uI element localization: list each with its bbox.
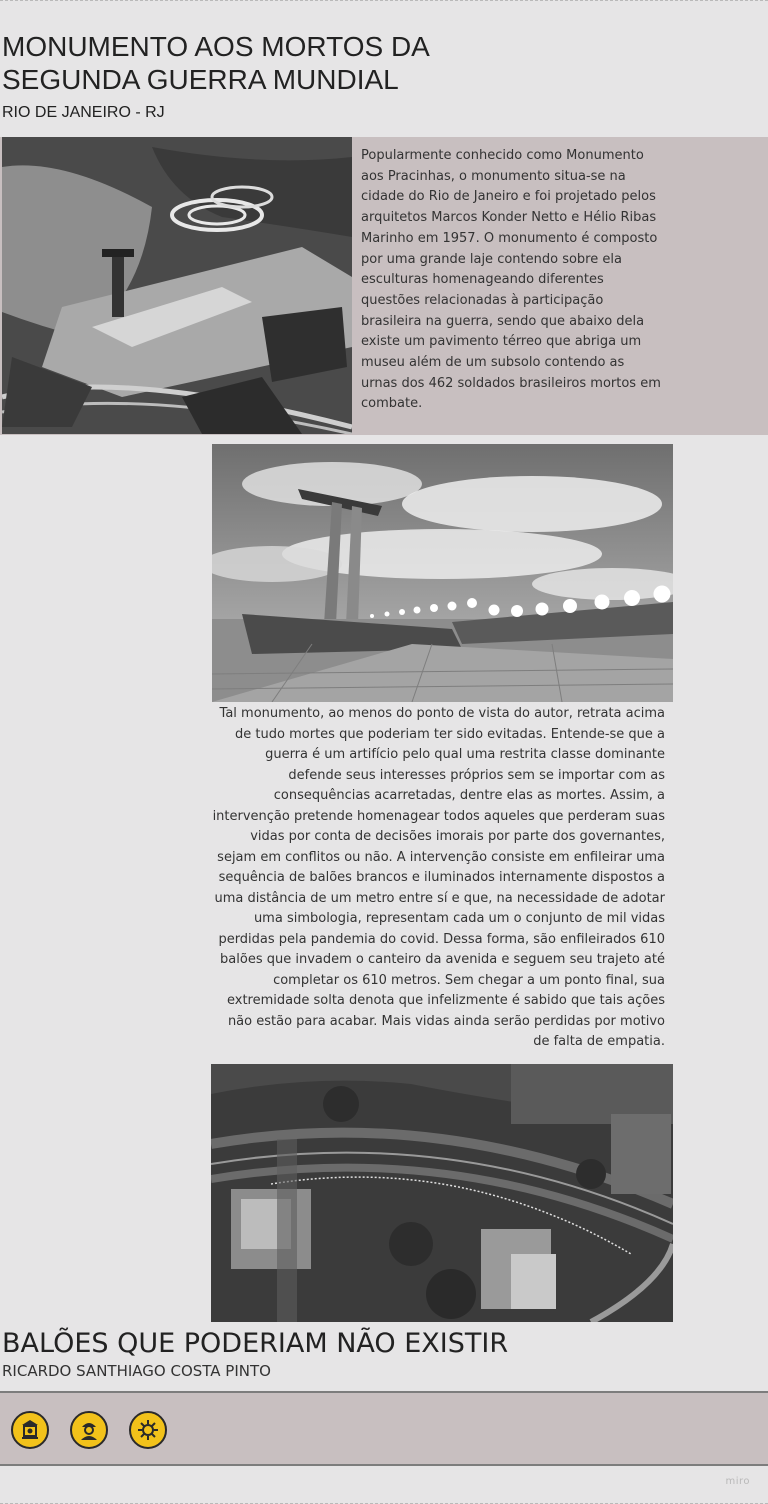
worker-badge-icon[interactable]: [70, 1411, 108, 1449]
satellite-map-photo: [211, 1064, 673, 1322]
intro-paragraph: Popularmente conhecido como Monumento aos Pracinhas, o monumento situa-se na cidade do Rio de Janeiro e foi projetado pelos arquitetos Marcos Konder Netto e Hélio Ribas Marinho em 1957. O monumento é composto por uma grande laje contendo sobre ela esculturas homenageando diferentes questões relacionadas à participação brasileira na guerra, sendo que abaixo dela existe um pavimento térreo que abriga um museu além de um subsolo contendo as urnas dos 462 soldados brasileiros mortos em combate.: [361, 148, 661, 412]
monument-tower-photo: [212, 444, 673, 702]
temple-badge-icon[interactable]: [11, 1411, 49, 1449]
page-title-line-2: SEGUNDA GUERRA MUNDIAL: [2, 64, 399, 95]
project-title: BALÕES QUE PODERIAM NÃO EXISTIR: [2, 1328, 509, 1359]
brand-watermark: miro: [725, 1476, 750, 1487]
page-title: [2, 30, 562, 96]
aerial-monument-photo: [2, 137, 352, 434]
top-dashed-border: [0, 0, 768, 3]
location-subtitle: RIO DE JANEIRO - RJ: [2, 104, 165, 121]
page-title-line-1: MONUMENTO AOS MORTOS DA: [2, 31, 430, 62]
author-name: RICARDO SANTHIAGO COSTA PINTO: [2, 1362, 271, 1380]
footer-band: [0, 1391, 768, 1466]
body-paragraph: Tal monumento, ao menos do ponto de vista do autor, retrata acima de tudo mortes que poderiam ter sido evitadas. Entende-se que a guerra é um artifício pelo qual uma restrita classe dominante defende seus interesses próprios sem se importar com as consequências acarretadas, dentre elas as mortes. Assim, a intervenção pretende homenagear todos aqueles que perderam suas vidas por conta de decisões imorais por parte dos governantes, sejam em conflitos ou não. A intervenção consiste em enfileirar uma sequência de balões brancos e iluminados internamente dispostos a uma distância de um metro entre sí e que, na necessidade de adotar uma simbologia, representam cada um o conjunto de mil vidas perdidas pela pandemia do covid. Dessa forma, são enfileirados 610 balões que invadem o canteiro da avenida e seguem seu trajeto até completar os 610 metros. Sem chegar a um ponto final, sua extremidade solta denota que infelizmente é sabido que tais ações não estão para acabar. Mais vidas ainda serão perdidas por motivo de falta de empatia.: [212, 706, 665, 1049]
virus-badge-icon[interactable]: [129, 1411, 167, 1449]
